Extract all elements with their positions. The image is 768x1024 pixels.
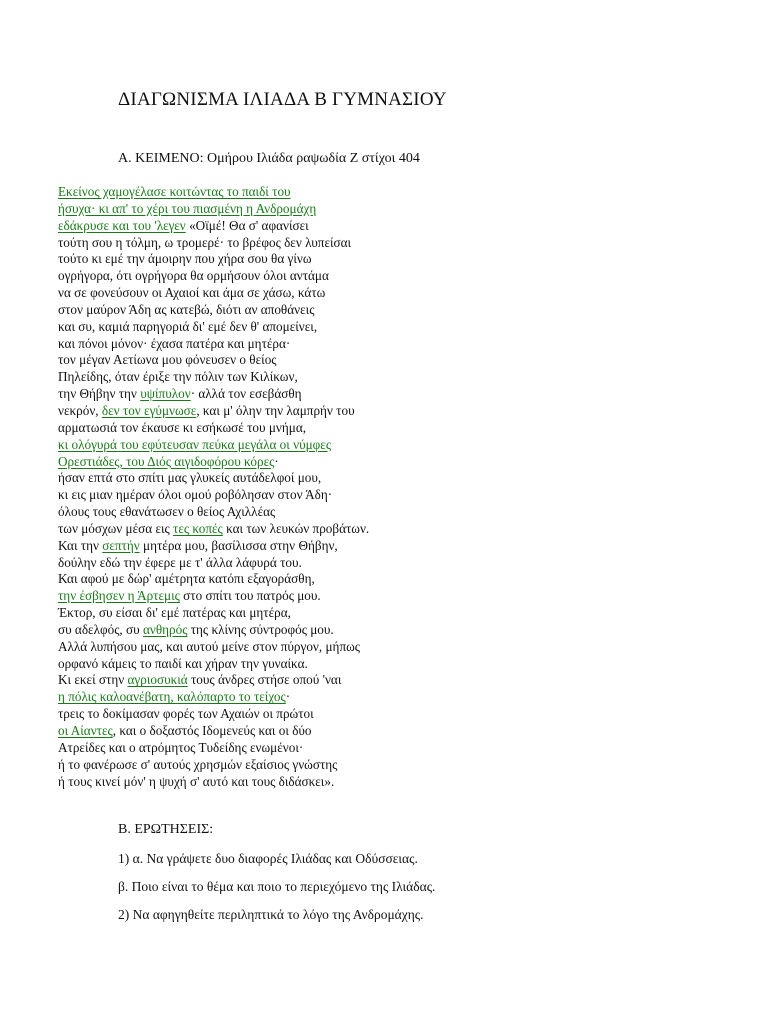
glossary-term: η πόλις καλοανέβατη, καλόπαρτο το τείχος	[58, 689, 286, 705]
poem-line	[58, 538, 369, 555]
poem-text-segment: αρματωσιά τον έκαυσε κι εσήκωσέ του μνήμα,	[58, 419, 307, 435]
poem-text-segment: «Οϊμέ! Θα σ' αφανίσει	[185, 217, 309, 233]
poem-text-segment: και συ, καμιά παρηγοριά δι' εμέ δεν θ' απομείνει,	[58, 318, 318, 334]
poem-line	[58, 336, 369, 353]
poem-text-segment: ·	[274, 453, 279, 469]
poem-line	[58, 437, 369, 454]
poem-text-segment: τον μέγαν Αετίωνα μου φόνευσεν ο θείος	[58, 352, 277, 368]
section-b-heading: Β. ΕΡΩΤΗΣΕΙΣ:	[118, 822, 214, 837]
poem-line	[58, 454, 369, 471]
poem-line	[58, 706, 369, 723]
poem-line	[58, 420, 369, 437]
poem-text-segment: όλους τους εθανάτωσεν ο θείος Αχιλλέας	[58, 504, 276, 520]
poem-line	[58, 470, 369, 487]
poem-text-segment: ήσαν επτά στο σπίτι μας γλυκείς αυτάδελφοί μου,	[58, 470, 322, 486]
glossary-term: οι Αίαντες	[58, 723, 113, 738]
poem-text-segment: Αλλά λυπήσου μας, και αυτού μείνε στον πύργον, μήπως	[58, 638, 361, 654]
poem-text-segment: της κλίνης σύντροφός μου.	[187, 621, 334, 637]
glossary-term: σεπτήν	[102, 537, 140, 553]
poem-line	[58, 504, 369, 521]
poem-line	[58, 740, 369, 757]
poem-text-segment: στο σπίτι του πατρός μου.	[179, 588, 321, 604]
glossary-term: την έσβησεν η Άρτεμις	[58, 588, 180, 604]
poem-text-segment: τούτο κι εμέ την άμοιρην που χήρα σου θα γίνω	[58, 251, 312, 267]
poem-line	[58, 757, 369, 774]
poem-line	[58, 235, 369, 252]
poem-text-segment: και των λευκών προβάτων.	[222, 520, 370, 536]
poem-text-segment: κι εις μιαν ημέραν όλοι ομού ροβόλησαν στον Άδη·	[58, 487, 333, 503]
glossary-term: κι ολόγυρά του εφύτευσαν πεύκα μεγάλα οι νύμφες	[58, 436, 332, 452]
glossary-term: αγριοσυκιά	[127, 672, 188, 688]
glossary-term: Εκείνος χαμογέλασε κοιτώντας το παιδί του	[58, 184, 291, 199]
poem-text-segment: ορφανό κάμεις το παιδί και χήραν την γυναίκα.	[58, 655, 308, 671]
glossary-term: δεν τον εγύμνωσε	[101, 402, 197, 418]
glossary-term: εδάκρυσε και του 'λεγεν	[58, 217, 186, 233]
poem-line	[58, 672, 369, 689]
question-1b: β. Ποιο είναι το θέμα και ποιο το περιεχόμενο της Ιλιάδας.	[118, 879, 436, 894]
poem-text-segment: και πόνοι μόνον· έχασα πατέρα και μητέρα·	[58, 335, 291, 351]
poem-line	[58, 521, 369, 538]
poem-line	[58, 555, 369, 572]
section-a-heading: Α. ΚΕΙΜΕΝΟ: Ομήρου Ιλιάδα ραψωδία Ζ στίχοι 404	[118, 151, 420, 166]
glossary-term: ήσυχα· κι απ' το χέρι του πιασμένη η Ανδρομάχη	[58, 200, 317, 216]
poem-text-segment: Κι εκεί στην	[58, 672, 128, 688]
poem-text-segment: , και μ' όλην την λαμπρήν του	[196, 402, 355, 418]
glossary-term: υψίπυλον	[140, 386, 191, 402]
poem-line	[58, 285, 369, 302]
poem-line	[58, 352, 369, 369]
glossary-term: Ορεστιάδες, του Διός αιγιδοφόρου κόρες	[58, 453, 275, 469]
glossary-term: ανθηρός	[142, 621, 188, 637]
poem-line	[58, 723, 369, 740]
poem-line	[58, 588, 369, 605]
poem-text-segment: νεκρόν,	[58, 402, 102, 418]
poem-text-segment: στον μαύρον Άδη ας κατεβώ, διότι αν αποθάνεις	[58, 301, 315, 317]
poem-text-segment: την Θήβην την	[58, 386, 141, 402]
poem-text-segment: , και ο δοξαστός Ιδομενεύς και οι δύο	[112, 723, 312, 738]
poem-text-segment: δούλην εδώ την έφερε με τ' άλλα λάφυρά του.	[58, 554, 302, 570]
poem-text-segment: ή το φανέρωσε σ' αυτούς χρησμών εξαίσιος γνώστης	[58, 756, 338, 772]
glossary-term: τες κοπές	[173, 520, 223, 536]
poem-line	[58, 571, 369, 588]
poem-line	[58, 218, 369, 235]
poem-line	[58, 622, 369, 639]
poem-text-segment: μητέρα μου, βασίλισσα στην Θήβην,	[139, 537, 338, 553]
poem-text-segment: Ατρείδες και ο ατρόμητος Τυδείδης ενωμένοι·	[58, 739, 304, 755]
poem-line	[58, 319, 369, 336]
poem-text-segment: ·	[285, 689, 291, 705]
poem-text-segment: ή τους κινεί μόν' η ψυχή σ' αυτό και τους διδάσκει».	[58, 773, 335, 789]
question-1a: 1) α. Να γράψετε δυο διαφορές Ιλιάδας και Οδύσσειας.	[118, 851, 418, 866]
poem-text-segment: τους άνδρες στήσε οπού 'ναι	[187, 672, 342, 688]
poem-line	[58, 251, 369, 268]
poem-line	[58, 201, 369, 218]
poem-line	[58, 774, 369, 791]
poem-line	[58, 689, 369, 706]
poem-text-segment: Και αφού με δώρ' αμέτρητα κατόπι εξαγοράσθη,	[58, 571, 315, 587]
poem-text-segment: Έκτορ, συ είσαι δι' εμέ πατέρας και μητέρα,	[58, 605, 291, 621]
question-2: 2) Να αφηγηθείτε περιληπτικά το λόγο της Ανδρομάχης.	[118, 907, 424, 922]
poem-line	[58, 605, 369, 622]
poem-line	[58, 302, 369, 319]
document-title: ΔΙΑΓΩΝΙΣΜΑ ΙΛΙΑΔΑ Β ΓΥΜΝΑΣΙΟΥ	[118, 89, 447, 110]
poem-text-segment: τούτη σου η τόλμη, ω τρομερέ· το βρέφος δεν λυπείσαι	[58, 234, 352, 250]
poem-line	[58, 656, 369, 673]
poem-line	[58, 184, 369, 201]
poem-text-segment: να σε φονεύσουν οι Αχαιοί και άμα σε χάσω, κάτω	[58, 285, 326, 301]
poem-line	[58, 369, 369, 386]
poem-line	[58, 639, 369, 656]
poem-line	[58, 487, 369, 504]
poem-line	[58, 403, 369, 420]
poem-line	[58, 268, 369, 285]
poem-text-segment: τρεις το δοκίμασαν φορές των Αχαιών οι πρώτοι	[58, 706, 314, 722]
poem-line	[58, 386, 369, 403]
poem-text-segment: Και την	[58, 537, 103, 553]
poem-text-segment: ογρήγορα, ότι ογρήγορα θα ορμήσουν όλοι αντάμα	[58, 268, 329, 284]
poem-text-segment: των μόσχων μέσα εις	[58, 520, 174, 536]
poem-text-segment: συ αδελφός, συ	[58, 621, 143, 637]
poem-text-segment: Πηλείδης, όταν έριξε την πόλιν των Κιλίκων,	[58, 369, 298, 385]
poem-text-segment: · αλλά τον εσεβάσθη	[190, 386, 302, 402]
poem-text	[58, 184, 369, 790]
